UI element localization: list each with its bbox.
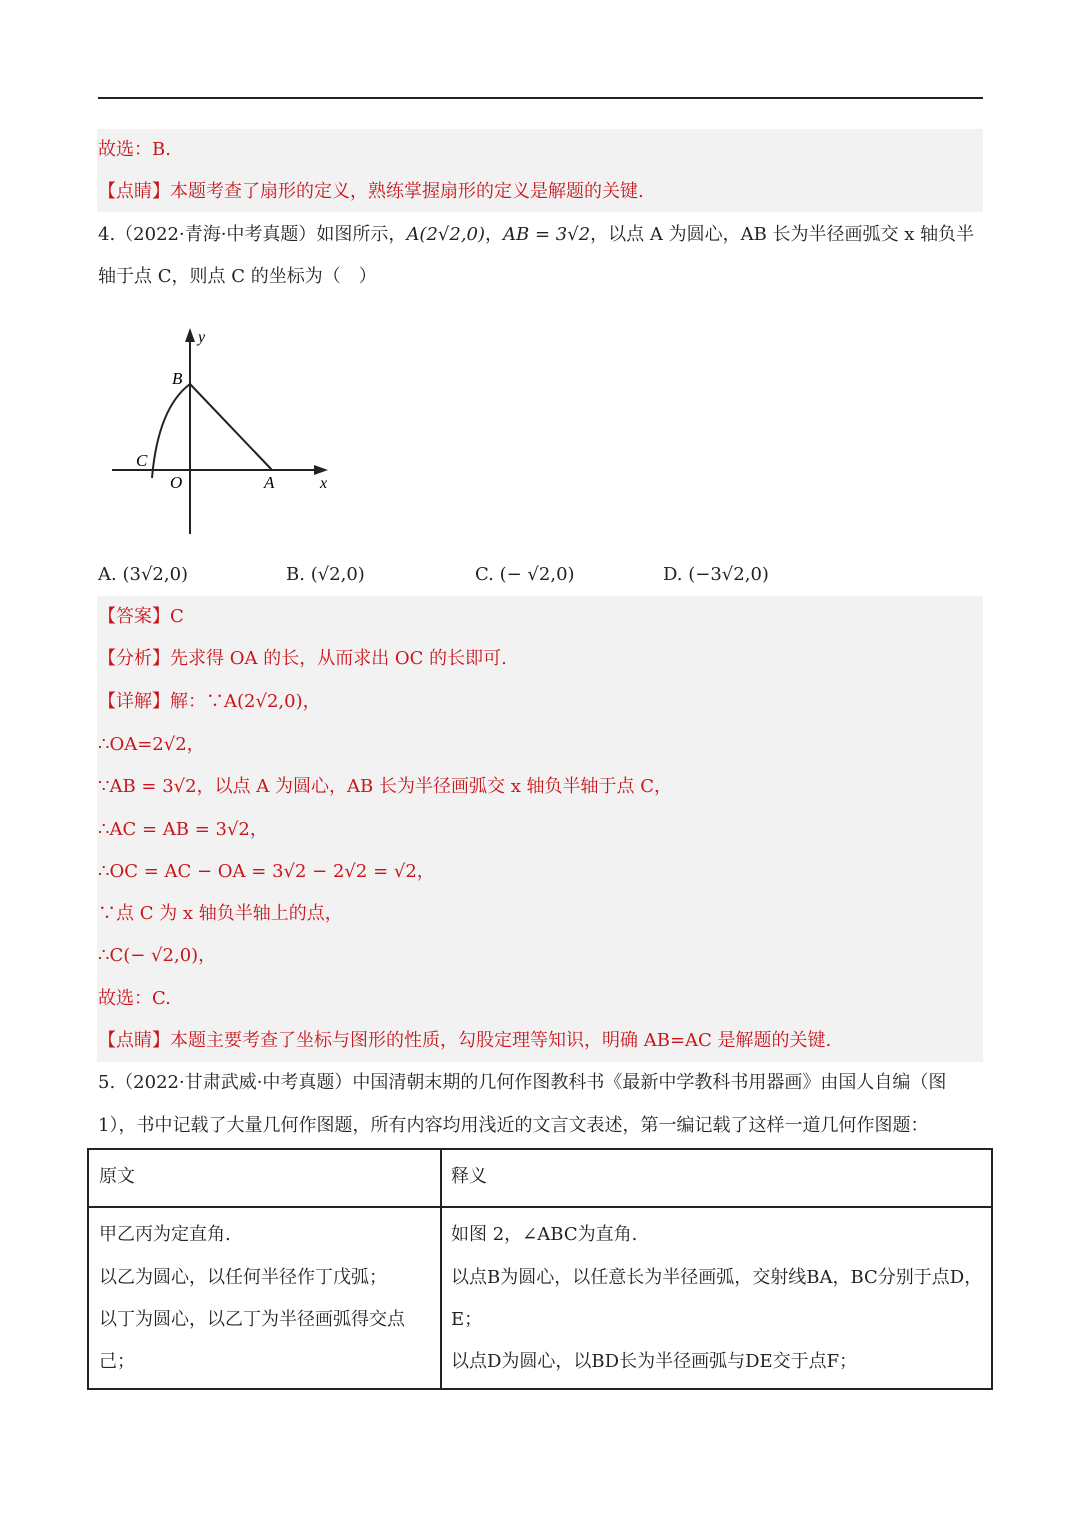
answer-line-10: 【点睛】本题主要考查了坐标与图形的性质，勾股定理等知识，明确 AB=AC 是解题的关键. — [98, 1030, 832, 1051]
q5-line1: 5.（2022·甘肃武威·中考真题）中国清朝末期的几何作图教科书《最新中学教科书用器画》由国人自编（图 — [98, 1072, 947, 1093]
dianjing-top — [98, 179, 644, 205]
q4-line2: 轴于点 C，则点 C 的坐标为（ ） — [98, 266, 377, 287]
label-c: C — [136, 451, 148, 470]
q5-table — [87, 1148, 993, 1390]
label-x: x — [320, 475, 328, 492]
option-d: D. (−3√2,0) — [663, 564, 769, 585]
left-line-2: 以丁为圆心，以乙丁为半径画弧得交点 — [99, 1309, 405, 1330]
right-line-2: E； — [451, 1309, 483, 1330]
left-line-0: 甲乙丙为定直角. — [99, 1224, 231, 1245]
table-divider-horizontal — [89, 1206, 991, 1208]
q4-ab-expr: AB = 3√2 — [503, 224, 591, 245]
label-o: O — [170, 473, 183, 492]
left-line-3: 己； — [99, 1351, 135, 1372]
answer-line-9: 故选：C. — [98, 988, 171, 1009]
answer-line-2: 【详解】解：∵A(2√2,0)， — [98, 691, 321, 712]
answer-line-3: ∴OA=2√2， — [98, 734, 205, 755]
q4-suffix: ，以点 A 为圆心，AB 长为半径画弧交 x 轴负半 — [590, 224, 975, 245]
coordinate-figure — [108, 322, 338, 542]
header-rule — [98, 97, 983, 99]
table-header-right: 释义 — [451, 1166, 487, 1187]
option-b: B. (√2,0) — [286, 564, 365, 585]
answer-line-1: 【分析】先求得 OA 的长，从而求出 OC 的长即可. — [98, 648, 507, 669]
label-y: y — [198, 329, 206, 346]
label-a: A — [264, 473, 275, 492]
q4-prefix: 4.（2022·青海·中考真题）如图所示， — [98, 224, 407, 245]
answer-line-4: ∵AB = 3√2，以点 A 为圆心，AB 长为半径画弧交 x 轴负半轴于点 C， — [98, 776, 673, 797]
dianjing-text: 本题考查了扇形的定义，熟练掌握扇形的定义是解题的关键. — [170, 181, 644, 202]
answer-line-6: ∴OC = AC − OA = 3√2 − 2√2 = √2， — [98, 861, 435, 882]
answer-line-7: ∵点 C 为 x 轴负半轴上的点， — [98, 903, 343, 924]
table-header-left: 原文 — [99, 1166, 135, 1187]
left-line-1: 以乙为圆心，以任何半径作丁戊弧； — [99, 1267, 387, 1288]
label-b: B — [172, 369, 183, 388]
answer-line-8: ∴C(− √2,0)， — [98, 945, 217, 966]
answer-line-5: ∴AC = AB = 3√2， — [98, 819, 268, 840]
table-divider-vertical — [440, 1150, 442, 1388]
answer-line-0: 【答案】C — [98, 606, 184, 627]
q4-line1: 4.（2022·青海·中考真题）如图所示，A(2√2,0)，AB = 3√2，以点 A 为圆心，AB 长为半径画弧交 x 轴负半 — [98, 224, 975, 245]
option-c: C. (− √2,0) — [475, 564, 575, 585]
right-line-3: 以点D为圆心，以BD长为半径画弧与DE交于点F； — [451, 1351, 858, 1372]
q4-point-a: A(2√2,0) — [406, 224, 486, 245]
q5-line2: 1），书中记载了大量几何作图题，所有内容均用浅近的文言文表述，第一编记载了这样一道几何作图题： — [98, 1115, 929, 1136]
option-a: A. (3√2,0) — [98, 564, 189, 585]
dianjing-tag: 【点睛】 — [98, 181, 170, 202]
guxuan-b: 故选：B. — [98, 139, 171, 160]
right-line-1: 以点B为圆心，以任意长为半径画弧，交射线BA，BC分别于点D， — [451, 1267, 983, 1288]
right-line-0: 如图 2，∠ABC为直角. — [451, 1224, 638, 1245]
